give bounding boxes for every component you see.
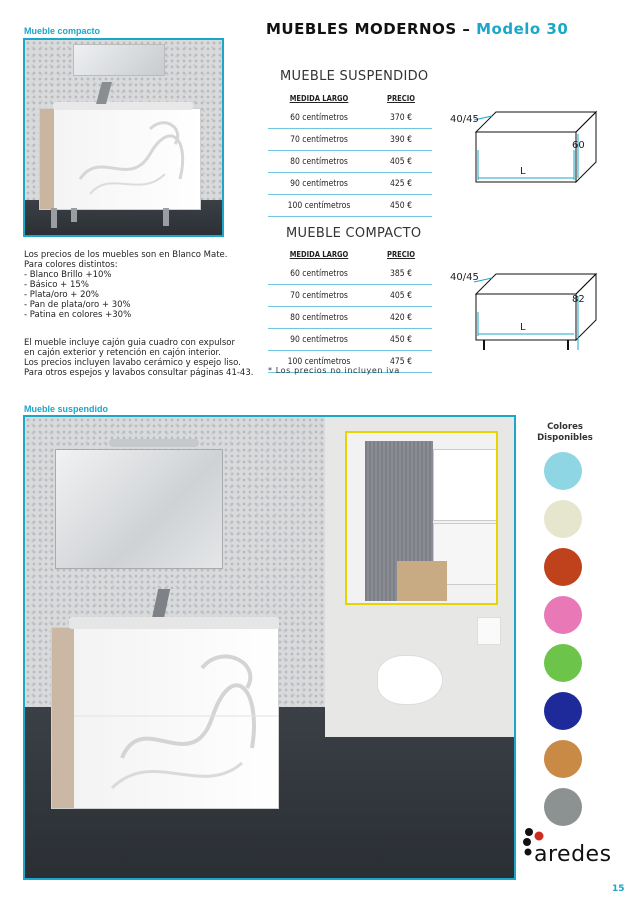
suspendido-col-size: MEDIDA LARGO: [289, 94, 349, 103]
row-size: 60 centímetros: [268, 263, 370, 285]
color-swatch-copper[interactable]: [544, 740, 582, 778]
row-size: 100 centímetros: [268, 195, 370, 217]
row-price: 405 €: [370, 151, 432, 173]
color-swatch-grey[interactable]: [544, 788, 582, 826]
colors-title-line1: Colores: [547, 422, 583, 432]
table-row: [268, 329, 432, 351]
table-row: [268, 195, 432, 217]
table-row: [268, 263, 432, 285]
header-model: Modelo 30: [476, 20, 569, 38]
compacto-height-label: 82: [572, 294, 585, 305]
row-size: 60 centímetros: [268, 107, 370, 129]
color-swatch-rust-red[interactable]: [544, 548, 582, 586]
row-price: 385 €: [370, 263, 432, 285]
row-size: 100 centímetros: [268, 351, 370, 373]
suspendido-title: MUEBLE SUSPENDIDO: [280, 69, 429, 84]
color-swatch-list: [544, 452, 584, 822]
brand-name: aredes: [534, 842, 612, 867]
compacto-col-price: PRECIO: [387, 250, 415, 259]
table-row: [268, 173, 432, 195]
compacto-diagram: [448, 264, 598, 356]
compacto-price-table: [268, 248, 432, 373]
row-size: 90 centímetros: [268, 173, 370, 195]
suspendido-height-label: 60: [572, 140, 585, 151]
color-swatch-light-blue[interactable]: [544, 452, 582, 490]
table-row: [268, 107, 432, 129]
table-row: [268, 129, 432, 151]
table-row: [268, 307, 432, 329]
row-size: 70 centímetros: [268, 285, 370, 307]
iva-note: * Los precios no incluyen iva: [268, 366, 400, 375]
suspendido-depth-label: 40/45: [450, 114, 479, 125]
bottom-photo-label: Mueble suspendido: [24, 404, 109, 414]
row-price: 450 €: [370, 329, 432, 351]
included-notes: El mueble incluye cajón guia cuadro con expulsor en cajón exterior y retención en cajón interior. Los precios incluyen lavabo cerámico y espejo liso. Para otros espejos y lavabos consultar páginas 41-43.: [24, 338, 254, 378]
color-swatch-cream[interactable]: [544, 500, 582, 538]
compacto-title: MUEBLE COMPACTO: [286, 226, 422, 241]
row-price: 425 €: [370, 173, 432, 195]
compacto-depth-label: 40/45: [450, 272, 479, 283]
row-price: 405 €: [370, 285, 432, 307]
suspendido-length-label: L: [520, 166, 526, 177]
table-row: [268, 151, 432, 173]
row-price: 450 €: [370, 195, 432, 217]
page-number: 15: [612, 884, 625, 894]
row-size: 70 centímetros: [268, 129, 370, 151]
color-swatch-green[interactable]: [544, 644, 582, 682]
compact-furniture-photo: [23, 38, 224, 237]
color-swatch-pink[interactable]: [544, 596, 582, 634]
header-title: MUEBLES MODERNOS –: [266, 20, 471, 38]
row-size: 90 centímetros: [268, 329, 370, 351]
row-size: 80 centímetros: [268, 307, 370, 329]
pricing-notes: Los precios de los muebles son en Blanco Mate. Para colores distintos: - Blanco Brillo +10% - Básico + 15% - Plata/oro + 20% - Pan de plata/oro + 30% - Patina en colores +30%: [24, 250, 228, 320]
suspendido-diagram: [448, 100, 598, 190]
compacto-length-label: L: [520, 322, 526, 333]
colors-title: [530, 422, 600, 444]
page-header: [266, 20, 606, 38]
row-price: 475 €: [370, 351, 432, 373]
color-swatch-navy-blue[interactable]: [544, 692, 582, 730]
row-size: 80 centímetros: [268, 151, 370, 173]
compacto-col-size: MEDIDA LARGO: [289, 250, 349, 259]
row-price: 390 €: [370, 129, 432, 151]
suspendido-price-table: [268, 92, 432, 217]
row-price: 420 €: [370, 307, 432, 329]
brand-logo: [520, 826, 620, 874]
table-row: [268, 285, 432, 307]
top-photo-label: Mueble compacto: [24, 26, 101, 36]
suspended-furniture-photo: [23, 415, 516, 880]
suspendido-col-price: PRECIO: [387, 94, 415, 103]
colors-title-line2: Disponibles: [537, 433, 593, 443]
row-price: 370 €: [370, 107, 432, 129]
